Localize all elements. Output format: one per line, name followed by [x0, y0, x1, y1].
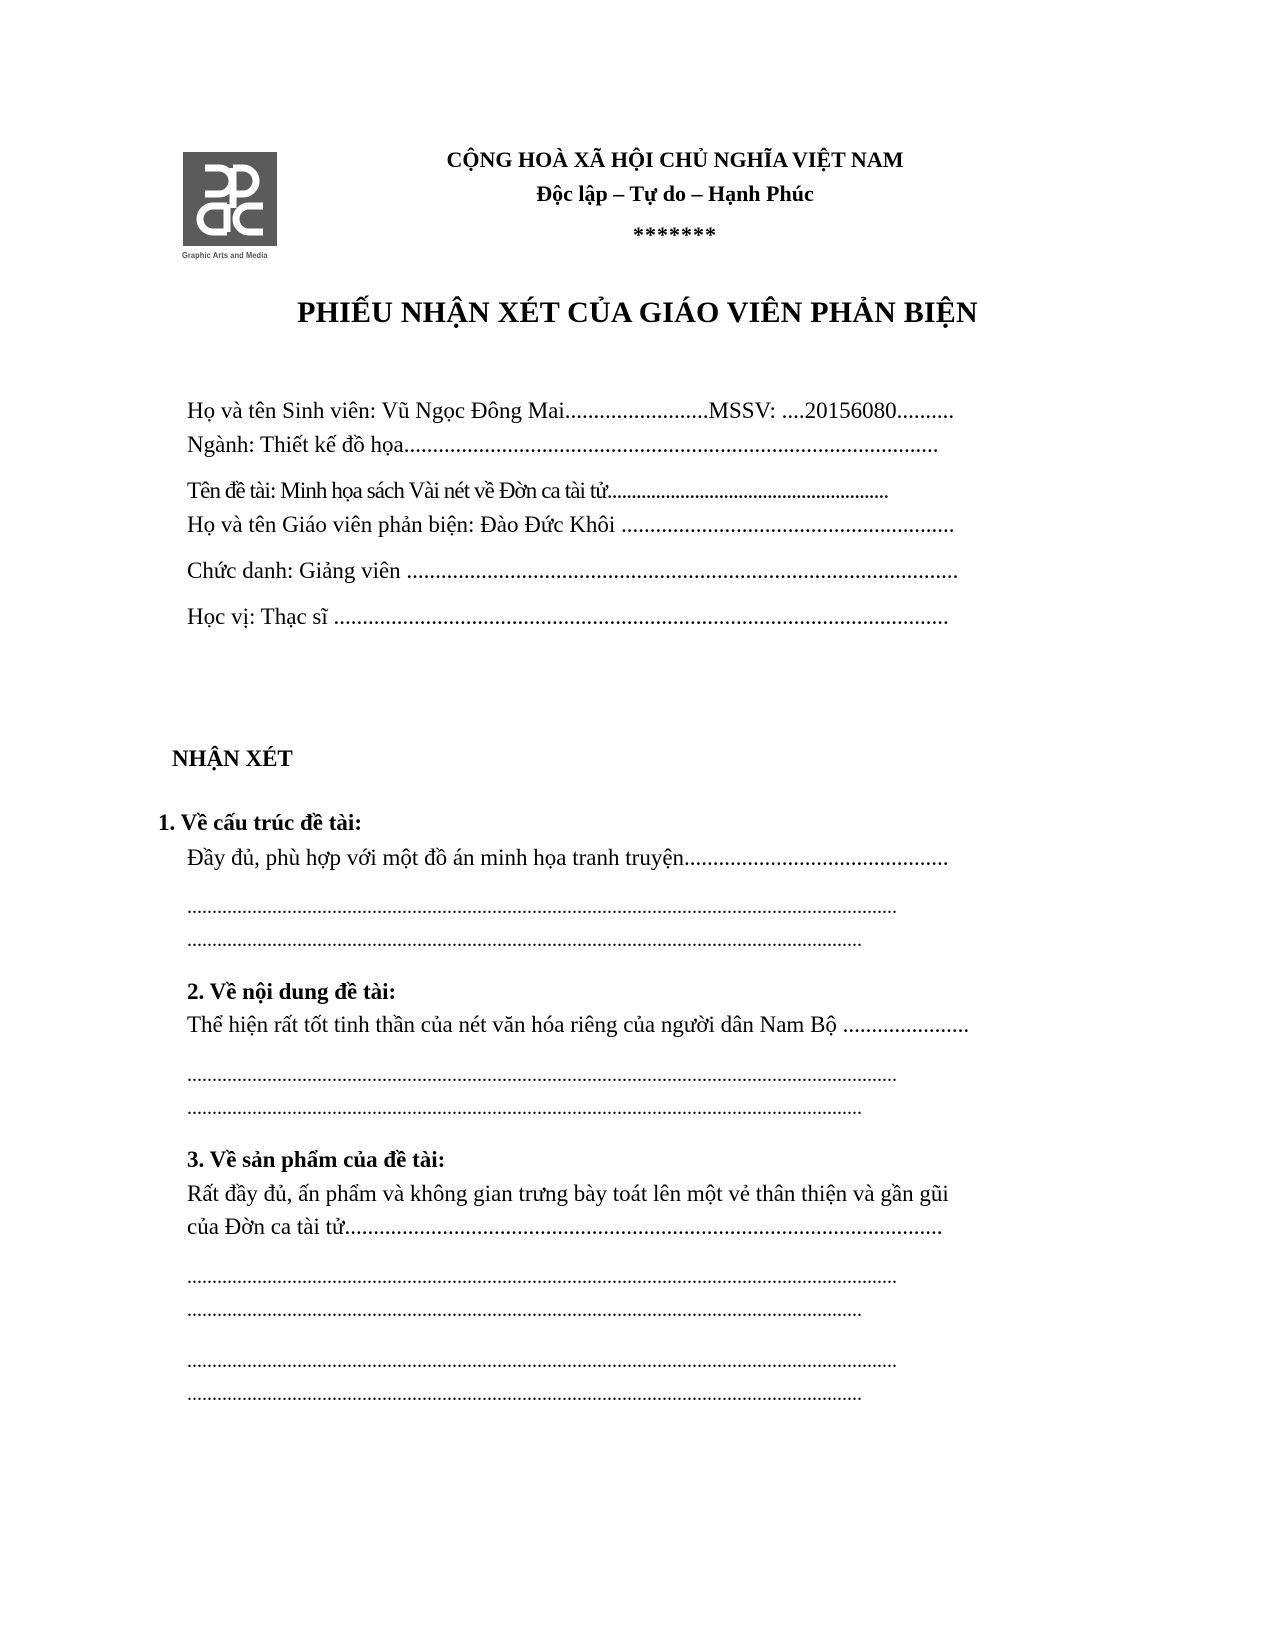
- section-3-dotline-1: ..............................................................................................................................................: [187, 1266, 897, 1288]
- reviewer-name-field: Họ và tên Giáo viên phản biện: Đào Đức Khôi ..........................................................: [187, 512, 955, 537]
- page-title: PHIẾU NHẬN XÉT CỦA GIÁO VIÊN PHẢN BIỆN: [297, 296, 978, 329]
- section-3-text-line-1: Rất đầy đủ, ấn phẩm và không gian trưng bày toát lên một vẻ thân thiện và gần gũi: [187, 1181, 949, 1206]
- section-1-dotline-1: ..............................................................................................................................................: [187, 896, 897, 918]
- student-name-field: Họ và tên Sinh viên: Vũ Ngọc Đông Mai.........................MSSV: ....20156080..........: [187, 398, 955, 423]
- degree-field: Học vị: Thạc sĩ ...........................................................................................................: [187, 604, 949, 629]
- section-1-title: 1. Về cấu trúc đề tài:: [158, 810, 362, 835]
- national-motto: Độc lập – Tự do – Hạnh Phúc: [536, 181, 814, 206]
- position-field: Chức danh: Giảng viên ................................................................................................: [187, 558, 959, 583]
- section-2-title: 2. Về nội dung đề tài:: [187, 979, 397, 1004]
- section-1-dotline-2: .......................................................................................................................................: [187, 929, 862, 951]
- section-3-title: 3. Về sản phẩm của đề tài:: [187, 1147, 446, 1172]
- major-field: Ngành: Thiết kế đồ họa.............................................................................................: [187, 432, 939, 457]
- header-separator: *******: [633, 222, 717, 247]
- comments-heading: NHẬN XÉT: [172, 746, 293, 771]
- logo-mark-icon: [183, 152, 277, 246]
- section-3-dotline-3: ..............................................................................................................................................: [187, 1350, 897, 1372]
- section-2-dotline-1: ..............................................................................................................................................: [187, 1064, 897, 1086]
- section-3-dotline-2: .......................................................................................................................................: [187, 1299, 862, 1321]
- section-3-dotline-4: .......................................................................................................................................: [187, 1383, 862, 1405]
- section-2-dotline-2: .......................................................................................................................................: [187, 1097, 862, 1119]
- section-3-text-line-2: của Đờn ca tài tử........................................................................................................: [187, 1214, 943, 1239]
- logo-caption: Graphic Arts and Media: [182, 250, 268, 260]
- gam-logo-icon: [183, 152, 277, 246]
- national-title: CỘNG HOÀ XÃ HỘI CHỦ NGHĨA VIỆT NAM: [446, 147, 904, 172]
- topic-field: Tên đề tài: Minh họa sách Vài nét về Đờn ca tài tử..........................................................: [187, 478, 889, 503]
- section-1-text: Đầy đủ, phù hợp với một đồ án minh họa tranh truyện..............................................: [187, 845, 949, 870]
- section-2-text: Thể hiện rất tốt tinh thần của nét văn hóa riêng của người dân Nam Bộ ......................: [187, 1012, 970, 1037]
